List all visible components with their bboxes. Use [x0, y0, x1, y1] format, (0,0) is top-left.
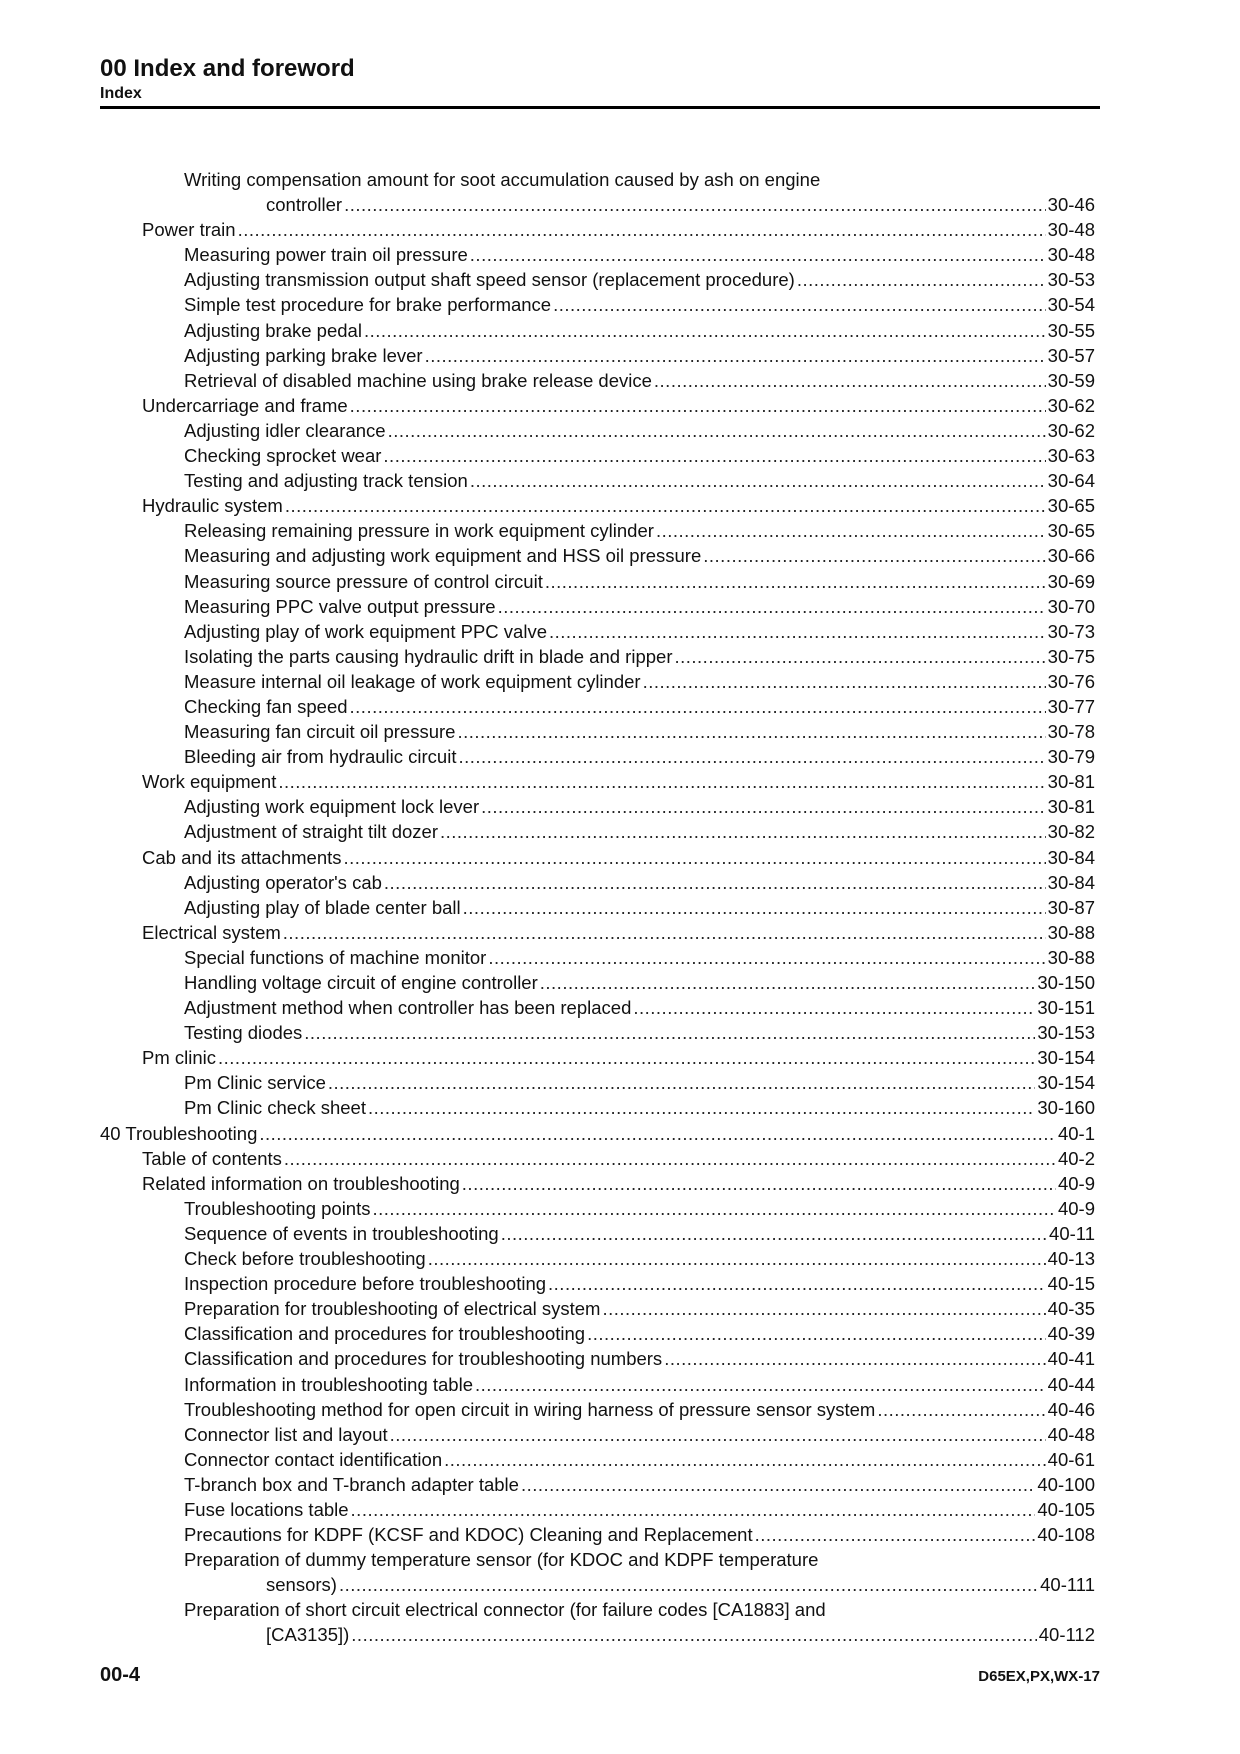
dot-leader [344, 845, 1046, 870]
toc-entry-title: Measuring source pressure of control circuit [184, 570, 543, 592]
dot-leader [383, 443, 1045, 468]
toc-entry-title: Preparation for troubleshooting of electrical system [184, 1298, 601, 1320]
toc-entry-page: 40-46 [1047, 1398, 1095, 1420]
dot-leader [481, 794, 1046, 819]
toc-entry [100, 1070, 1095, 1095]
dot-leader [284, 1146, 1056, 1171]
dot-leader [674, 644, 1045, 669]
toc-entry-page: 40-11 [1049, 1222, 1095, 1244]
dot-leader [328, 1070, 1036, 1095]
dot-leader [664, 1346, 1045, 1371]
toc-entry [100, 368, 1095, 393]
toc-entry [100, 1020, 1095, 1045]
toc-entry [100, 192, 1095, 217]
dot-leader [440, 819, 1046, 844]
toc-entry-title: Classification and procedures for troubleshooting [184, 1323, 586, 1345]
dot-leader [351, 1497, 1036, 1522]
toc-entry-page: 40-39 [1047, 1323, 1095, 1345]
toc-entry [100, 292, 1095, 317]
toc-entry-page: 40-41 [1047, 1348, 1095, 1370]
toc-entry [100, 719, 1095, 744]
toc-entry-title: Pm Clinic check sheet [184, 1097, 366, 1119]
toc-entry-title: Troubleshooting method for open circuit in wiring harness of pressure sensor system [184, 1398, 876, 1420]
dot-leader [470, 468, 1046, 493]
dot-leader [545, 569, 1046, 594]
toc-entry-title: Adjusting operator's cab [184, 871, 382, 893]
dot-leader [501, 1221, 1047, 1246]
toc-entry [100, 418, 1095, 443]
dot-leader [384, 870, 1046, 895]
toc-entry-page: 40-2 [1057, 1147, 1095, 1169]
toc-entry [100, 393, 1095, 418]
toc-entry-page: 30-154 [1037, 1072, 1095, 1094]
toc-entry [100, 1622, 1095, 1647]
toc-entry [100, 819, 1095, 844]
toc-entry-page: 30-63 [1047, 445, 1095, 467]
toc-entry [100, 443, 1095, 468]
toc-entry [100, 1472, 1095, 1497]
toc-entry [100, 569, 1095, 594]
toc-entry [100, 694, 1095, 719]
dot-leader [351, 1622, 1036, 1647]
toc-entry-page: 30-153 [1037, 1022, 1095, 1044]
toc-entry-title: Preparation of dummy temperature sensor (for KDOC and KDPF temperature [184, 1549, 819, 1571]
toc-entry [100, 1095, 1095, 1120]
toc-entry-page: 40-61 [1047, 1448, 1095, 1470]
toc-entry-title: Electrical system [142, 921, 281, 943]
dot-leader [364, 318, 1046, 343]
toc-entry-title: Releasing remaining pressure in work equipment cylinder [184, 520, 654, 542]
toc-entry-page: 40-44 [1047, 1373, 1095, 1395]
toc-entry-page: 40-9 [1057, 1172, 1095, 1194]
toc-entry-page: 30-64 [1047, 470, 1095, 492]
dot-leader [498, 594, 1046, 619]
toc-entry [100, 1572, 1095, 1597]
toc-entry [100, 468, 1095, 493]
toc-entry [100, 343, 1095, 368]
toc-entry [100, 744, 1095, 769]
toc-entry-page: 40-105 [1037, 1498, 1095, 1520]
toc-entry [100, 1221, 1095, 1246]
toc-entry-title: Inspection procedure before troubleshooting [184, 1273, 547, 1295]
toc-entry-page: 30-66 [1047, 545, 1095, 567]
toc-entry [100, 920, 1095, 945]
toc-entry [100, 870, 1095, 895]
dot-leader [463, 895, 1046, 920]
dot-leader [238, 217, 1046, 242]
toc-entry-page: 30-88 [1047, 921, 1095, 943]
toc-entry [100, 669, 1095, 694]
toc-entry-title: [CA3135]) [266, 1624, 350, 1646]
dot-leader [549, 619, 1046, 644]
toc-entry-page: 30-73 [1047, 620, 1095, 642]
dot-leader [373, 1196, 1056, 1221]
toc-entry-page: 30-151 [1037, 997, 1095, 1019]
dot-leader [877, 1397, 1045, 1422]
toc-entry-page: 30-84 [1047, 871, 1095, 893]
toc-entry-page: 30-84 [1047, 846, 1095, 868]
model-number: D65EX,PX,WX-17 [978, 1668, 1100, 1685]
toc-entry-title: Connector contact identification [184, 1448, 443, 1470]
toc-entry-page: 40-108 [1037, 1524, 1095, 1546]
toc-entry-page: 30-69 [1047, 570, 1095, 592]
dot-leader [470, 242, 1046, 267]
toc-entry-title: Information in troubleshooting table [184, 1373, 473, 1395]
dot-leader [643, 669, 1046, 694]
toc-entry-title: Adjusting transmission output shaft speed sensor (replacement procedure) [184, 269, 795, 291]
dot-leader [388, 418, 1046, 443]
dot-leader [285, 493, 1046, 518]
toc-entry-title: Undercarriage and frame [142, 394, 348, 416]
dot-leader [350, 694, 1046, 719]
dot-leader [339, 1572, 1038, 1597]
dot-leader [428, 1246, 1046, 1271]
toc-entry [100, 1397, 1095, 1422]
toc-entry [100, 1422, 1095, 1447]
toc-entry-title: Sequence of events in troubleshooting [184, 1222, 499, 1244]
toc-entry-title: Measuring and adjusting work equipment and HSS oil pressure [184, 545, 702, 567]
toc-entry [100, 518, 1095, 543]
toc-entry [100, 794, 1095, 819]
toc-entry-page: 30-57 [1047, 344, 1095, 366]
toc-entry [100, 1497, 1095, 1522]
toc-entry [100, 493, 1095, 518]
toc-entry-title: Fuse locations table [184, 1498, 349, 1520]
dot-leader [587, 1321, 1046, 1346]
dot-leader [283, 920, 1046, 945]
section-title: 00 Index and foreword [100, 55, 355, 82]
toc-entry [100, 644, 1095, 669]
toc-entry [100, 1196, 1095, 1221]
toc-entry-title: T-branch box and T-branch adapter table [184, 1473, 519, 1495]
toc-entry-page: 40-111 [1040, 1574, 1095, 1596]
toc-entry-title: Connector list and layout [184, 1423, 388, 1445]
section-subtitle: Index [100, 85, 142, 102]
toc-entry [100, 1296, 1095, 1321]
toc-entry [100, 217, 1095, 242]
toc-entry [100, 995, 1095, 1020]
dot-leader [656, 518, 1046, 543]
toc-entry-page: 40-1 [1057, 1122, 1095, 1144]
dot-leader [390, 1422, 1046, 1447]
toc-entry-title: Writing compensation amount for soot accumulation caused by ash on engine [184, 169, 821, 190]
toc-entry-page: 40-100 [1037, 1473, 1095, 1495]
toc-entry [100, 1346, 1095, 1371]
toc-entry-page: 40-15 [1047, 1273, 1095, 1295]
toc-entry-page: 30-79 [1047, 746, 1095, 768]
toc-entry-title: Work equipment [142, 771, 277, 793]
toc-entry-title: Check before troubleshooting [184, 1248, 426, 1270]
toc-entry-title: Adjusting brake pedal [184, 319, 362, 341]
toc-entry-page: 30-81 [1047, 796, 1095, 818]
table-of-contents [100, 167, 1095, 1648]
toc-entry-title: Pm Clinic service [184, 1072, 326, 1094]
toc-entry-page: 40-48 [1047, 1423, 1095, 1445]
dot-leader [755, 1522, 1036, 1547]
toc-entry-page: 30-88 [1047, 946, 1095, 968]
toc-entry-page: 30-59 [1047, 369, 1095, 391]
toc-entry-page: 30-76 [1047, 670, 1095, 692]
toc-entry-title: Hydraulic system [142, 495, 283, 517]
toc-entry-title: Precautions for KDPF (KCSF and KDOC) Cleaning and Replacement [184, 1524, 753, 1546]
toc-entry [100, 845, 1095, 870]
toc-entry-title: Measure internal oil leakage of work equipment cylinder [184, 670, 641, 692]
toc-entry [100, 1597, 1095, 1622]
toc-entry-title: Adjusting play of blade center ball [184, 896, 461, 918]
toc-entry-title: Adjusting play of work equipment PPC valve [184, 620, 547, 642]
toc-entry-title: controller [266, 194, 343, 216]
toc-entry-page: 30-160 [1037, 1097, 1095, 1119]
toc-entry-page: 30-82 [1047, 821, 1095, 843]
toc-entry-page: 30-150 [1037, 972, 1095, 993]
dot-leader [475, 1372, 1046, 1397]
toc-entry-title: Cab and its attachments [142, 846, 342, 868]
toc-entry-title: Related information on troubleshooting [142, 1172, 460, 1194]
toc-entry-title: Adjusting work equipment lock lever [184, 796, 480, 818]
dot-leader [654, 368, 1046, 393]
toc-entry [100, 1246, 1095, 1271]
toc-entry [100, 1547, 1095, 1572]
toc-entry-title: Checking fan speed [184, 695, 348, 717]
toc-entry-title: Adjusting parking brake lever [184, 344, 423, 366]
dot-leader [444, 1447, 1046, 1472]
toc-entry [100, 318, 1095, 343]
toc-entry-page: 30-54 [1047, 294, 1095, 316]
page-number: 00-4 [100, 1664, 141, 1686]
toc-entry-title: 40 Troubleshooting [100, 1122, 258, 1144]
toc-entry-title: Table of contents [142, 1147, 282, 1169]
toc-entry [100, 167, 1095, 192]
toc-entry-title: Measuring fan circuit oil pressure [184, 721, 456, 743]
toc-entry-page: 30-62 [1047, 394, 1095, 416]
toc-entry-title: Simple test procedure for brake performance [184, 294, 552, 316]
toc-entry-title: Classification and procedures for troubleshooting numbers [184, 1348, 663, 1370]
dot-leader [457, 719, 1045, 744]
toc-entry [100, 1321, 1095, 1346]
toc-entry-title: Bleeding air from hydraulic circuit [184, 746, 457, 768]
toc-entry [100, 769, 1095, 794]
dot-leader [602, 1296, 1045, 1321]
toc-entry-title: Special functions of machine monitor [184, 946, 487, 968]
toc-entry [100, 1121, 1095, 1146]
toc-entry-page: 30-77 [1047, 695, 1095, 717]
toc-entry [100, 945, 1095, 970]
toc-entry-page: 30-70 [1047, 595, 1095, 617]
toc-entry-title: Testing diodes [184, 1022, 303, 1044]
toc-entry-title: Adjustment method when controller has been replaced [184, 997, 632, 1019]
toc-entry-page: 30-62 [1047, 419, 1095, 441]
header-rule [100, 106, 1100, 109]
toc-entry-page: 30-46 [1047, 194, 1095, 216]
toc-entry-title: Testing and adjusting track tension [184, 470, 468, 492]
page-header [100, 55, 1100, 104]
toc-entry-page: 30-78 [1047, 721, 1095, 743]
toc-entry-page: 30-48 [1047, 219, 1095, 241]
toc-entry-title: Measuring PPC valve output pressure [184, 595, 496, 617]
toc-entry-title: Measuring power train oil pressure [184, 244, 468, 266]
toc-entry-title: Isolating the parts causing hydraulic drift in blade and ripper [184, 645, 673, 667]
toc-entry-page: 40-35 [1047, 1298, 1095, 1320]
dot-leader [425, 343, 1046, 368]
toc-entry-page: 30-87 [1047, 896, 1095, 918]
toc-entry-title: sensors) [266, 1574, 337, 1596]
toc-entry-title: Handling voltage circuit of engine controller [184, 972, 538, 993]
toc-entry [100, 970, 1095, 995]
toc-entry [100, 1045, 1095, 1070]
toc-entry-page: 30-55 [1047, 319, 1095, 341]
toc-entry-title: Checking sprocket wear [184, 445, 382, 467]
toc-entry [100, 619, 1095, 644]
dot-leader [797, 267, 1046, 292]
dot-leader [633, 995, 1035, 1020]
dot-leader [488, 945, 1045, 970]
dot-leader [259, 1121, 1056, 1146]
toc-entry [100, 543, 1095, 568]
toc-entry [100, 1271, 1095, 1296]
dot-leader [304, 1020, 1035, 1045]
toc-entry-page: 30-48 [1047, 244, 1095, 266]
toc-entry-page: 40-112 [1038, 1624, 1095, 1646]
toc-entry-page: 30-65 [1047, 495, 1095, 517]
toc-entry-title: Adjustment of straight tilt dozer [184, 821, 438, 843]
toc-entry [100, 1522, 1095, 1547]
dot-leader [553, 292, 1046, 317]
dot-leader [540, 970, 1036, 995]
toc-entry-page: 30-154 [1037, 1047, 1095, 1069]
toc-entry-title: Pm clinic [142, 1047, 217, 1069]
toc-entry-title: Troubleshooting points [184, 1197, 371, 1219]
dot-leader [368, 1095, 1035, 1120]
dot-leader [218, 1045, 1035, 1070]
dot-leader [278, 769, 1045, 794]
toc-entry-title: Retrieval of disabled machine using brake release device [184, 369, 652, 391]
dot-leader [703, 543, 1045, 568]
toc-entry [100, 895, 1095, 920]
dot-leader [521, 1472, 1035, 1497]
dot-leader [548, 1271, 1046, 1296]
dot-leader [458, 744, 1045, 769]
toc-entry [100, 594, 1095, 619]
toc-entry-title: Preparation of short circuit electrical connector (for failure codes [CA1883] and [184, 1599, 826, 1621]
toc-entry [100, 1447, 1095, 1472]
dot-leader [344, 192, 1046, 217]
toc-entry-page: 40-13 [1047, 1248, 1095, 1270]
toc-entry-title: Power train [142, 219, 236, 241]
toc-entry-page: 30-75 [1047, 645, 1095, 667]
toc-entry [100, 1146, 1095, 1171]
toc-entry [100, 267, 1095, 292]
dot-leader [350, 393, 1046, 418]
toc-entry-page: 30-53 [1047, 269, 1095, 291]
toc-entry [100, 1372, 1095, 1397]
toc-entry [100, 242, 1095, 267]
toc-entry-page: 30-65 [1047, 520, 1095, 542]
dot-leader [462, 1171, 1056, 1196]
toc-entry [100, 1171, 1095, 1196]
toc-entry-page: 30-81 [1047, 771, 1095, 793]
toc-entry-page: 40-9 [1057, 1197, 1095, 1219]
toc-entry-title: Adjusting idler clearance [184, 419, 386, 441]
